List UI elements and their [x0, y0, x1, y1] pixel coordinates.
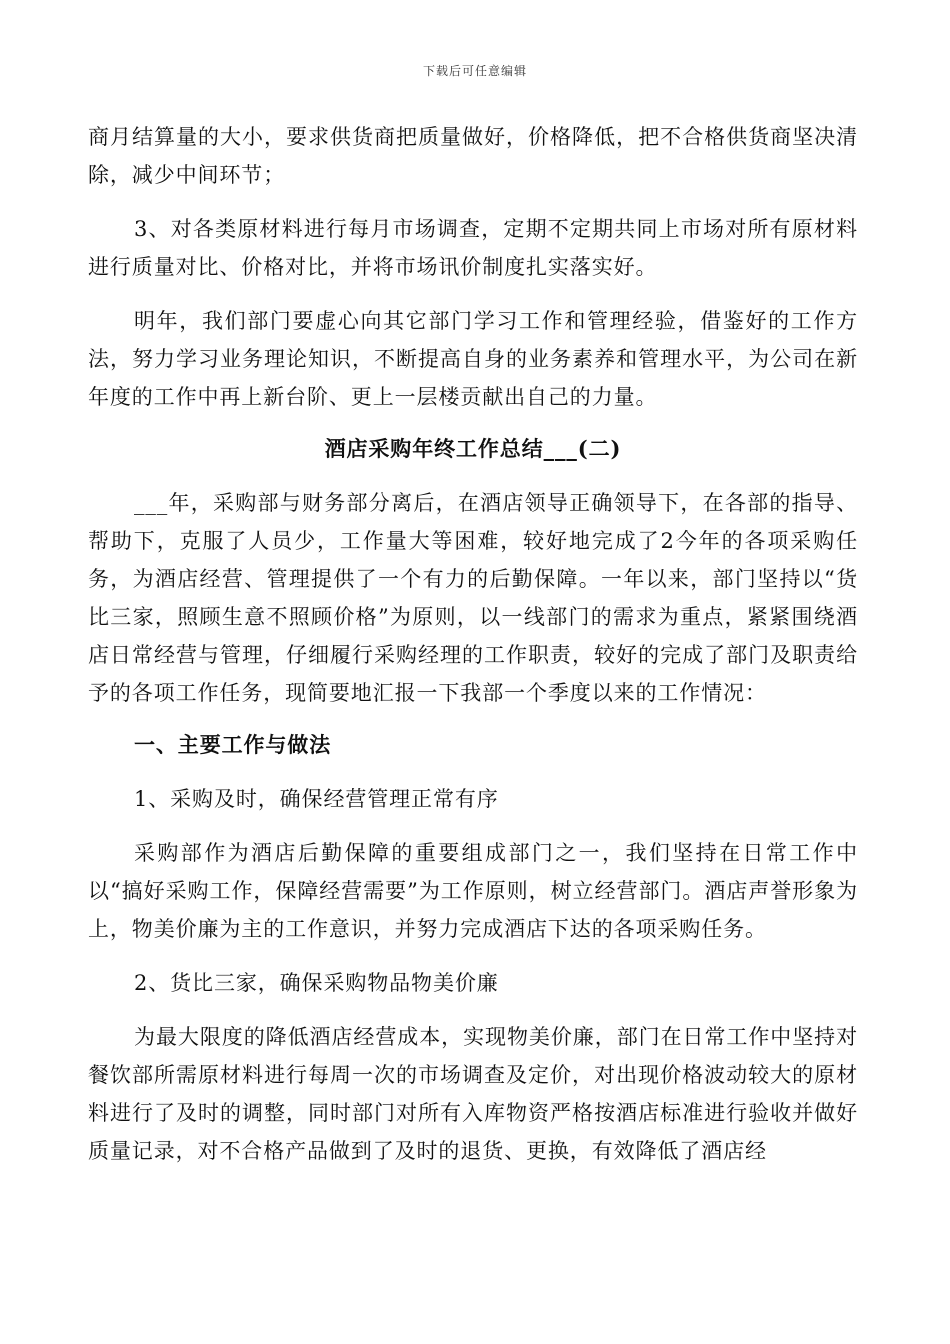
paragraph-intro: ___年，采购部与财务部分离后，在酒店领导正确领导下，在各部的指导、帮助下，克服了人员少，工作量大等困难，较好地完成了2今年的各项采购任务，为酒店经营、管理提供了一个有力的后勤保障。一年以来，部门坚持以“货比三家，照顾生意不照顾价格”为原则，以一线部门的需求为重点，紧紧围绕酒店日常经营与管理，仔细履行采购经理的工作职责，较好的完成了部门及职责给予的各项工作任务，现简要地汇报一下我部一个季度以来的工作情况： [88, 491, 858, 705]
section-title: 酒店采购年终工作总结___(二) [324, 436, 622, 461]
paragraph-item-3: 3、对各类原材料进行每月市场调查，定期不定期共同上市场对所有原材料进行质量对比、价格对比，并将市场讯价制度扎实落实好。 [88, 217, 858, 279]
download-note: 下载后可任意编辑 [422, 64, 527, 78]
paragraph-reduce-cost: 为最大限度的降低酒店经营成本，实现物美价廉，部门在日常工作中坚持对餐饮部所需原材料进行每周一次的市场调查及定价，对出现价格波动较大的原材料进行了及时的调整，同时部门对所有入库物资严格按酒店标准进行验收并做好质量记录，对不合格产品做到了及时的退货、更换，有效降低了酒店经 [88, 1025, 858, 1163]
subheading-timely-purchase: 1、采购及时，确保经营管理正常有序 [134, 787, 499, 811]
paragraph-purchase-role: 采购部作为酒店后勤保障的重要组成部门之一，我们坚持在日常工作中以“搞好采购工作，保障经营需要”为工作原则，树立经营部门。酒店声誉形象为上，物美价廉为主的工作意识，并努力完成酒店下达的各项采购任务。 [88, 841, 858, 941]
paragraph-continued: 商月结算量的大小，要求供货商把质量做好，价格降低，把不合格供货商坚决清除，减少中间环节； [88, 125, 858, 187]
heading-main-work: 一、主要工作与做法 [134, 732, 332, 757]
paragraph-next-year: 明年，我们部门要虚心向其它部门学习工作和管理经验，借鉴好的工作方法，努力学习业务理论知识，不断提高自身的业务素养和管理水平，为公司在新年度的工作中再上新台阶、更上一层楼贡献出自己的力量。 [88, 309, 858, 409]
document-body [88, 118, 858, 1170]
subheading-compare-prices: 2、货比三家，确保采购物品物美价廉 [134, 971, 499, 995]
